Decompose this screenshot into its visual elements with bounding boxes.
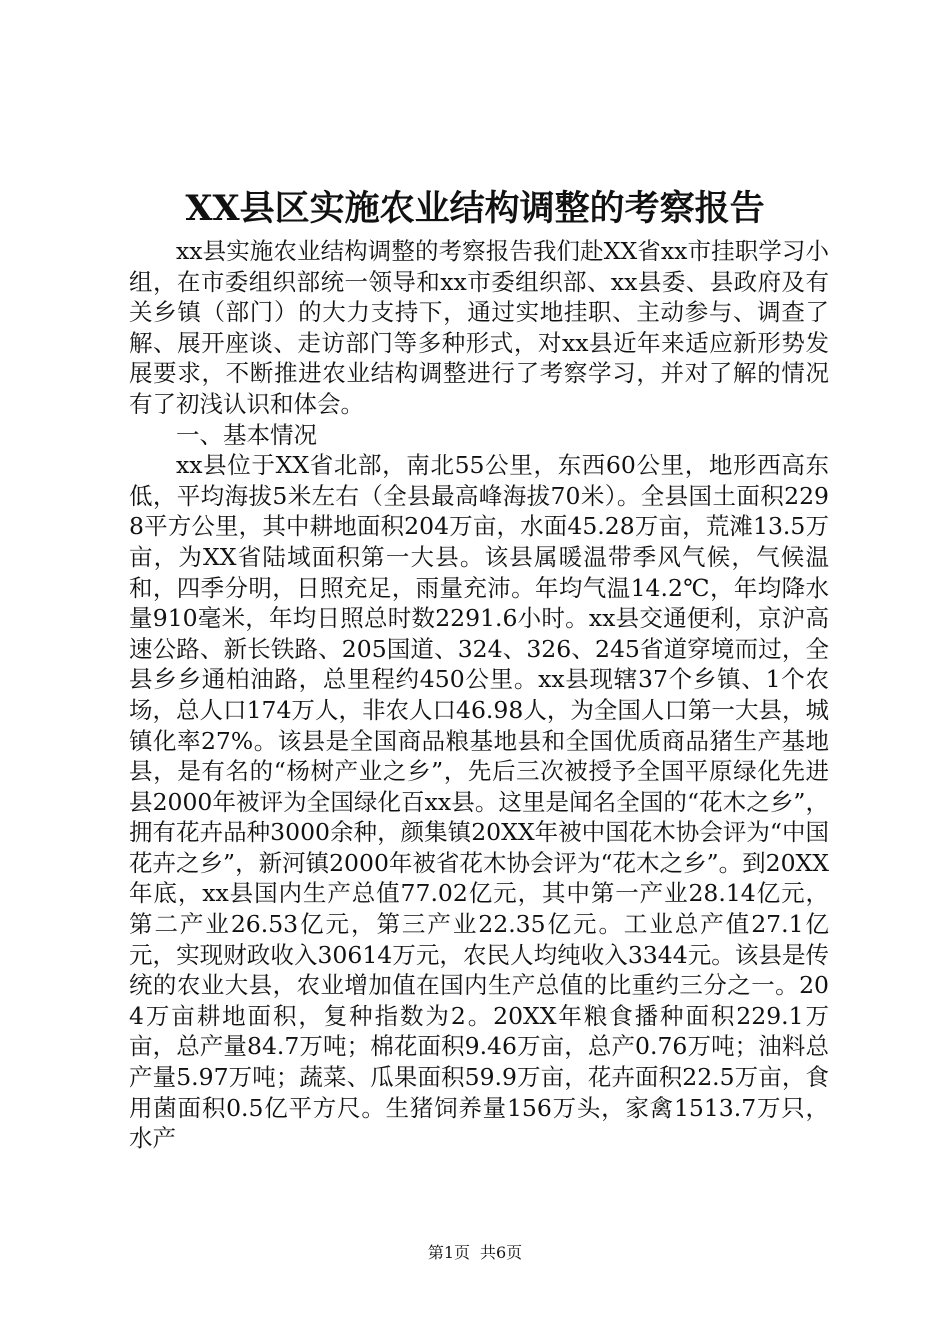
page-number: 第1页	[427, 1243, 470, 1262]
section-heading-basic-situation: 一、基本情况	[176, 420, 317, 449]
page-total: 共6页	[480, 1243, 523, 1262]
paragraph-intro: xx县实施农业结构调整的考察报告我们赴XX省xx市挂职学习小组，在市委组织部统一领导和xx市委组织部、xx县委、县政府及有关乡镇（部门）的大力支持下，通过实地挂职、主动参与、调查了解、展开座谈、走访部门等多种形式，对xx县近年来适应新形势发展要求，不断推进农业结构调整进行了考察学习，并对了解的情况有了初浅认识和体会。	[129, 237, 829, 418]
page-footer	[0, 1243, 950, 1263]
document-title: XX县区实施农业结构调整的考察报告	[185, 188, 765, 229]
document-body	[129, 236, 829, 1154]
paragraph-basic-situation: xx县位于XX省北部，南北55公里，东西60公里，地形西高东低，平均海拔5米左右（全县最高峰海拔70米）。全县国土面积2298平方公里，其中耕地面积204万亩，水面45.28万亩，荒滩13.5万亩，为XX省陆域面积第一大县。该县属暖温带季风气候，气候温和，四季分明，日照充足，雨量充沛。年均气温14.2℃，年均降水量910毫米，年均日照总时数2291.6小时。xx县交通便利，京沪高速公路、新长铁路、205国道、324、326、245省道穿境而过，全县乡乡通柏油路，总里程约450公里。xx县现辖37个乡镇、1个农场，总人口174万人，非农人口46.98人，为全国人口第一大县，城镇化率27%。该县是全国商品粮基地县和全国优质商品猪生产基地县，是有名的“杨树产业之乡”，先后三次被授予全国平原绿化先进县2000年被评为全国绿化百xx县。这里是闻名全国的“花木之乡”，拥有花卉品种3000余种，颜集镇20XX年被中国花木协会评为“中国花卉之乡”，新河镇2000年被省花木协会评为“花木之乡”。到20XX年底，xx县国内生产总值77.02亿元，其中第一产业28.14亿元，第二产业26.53亿元，第三产业22.35亿元。工业总产值27.1亿元，实现财政收入30614万元，农民人均纯收入3344元。该县是传统的农业大县，农业增加值在国内生产总值的比重约三分之一。204万亩耕地面积，复种指数为2。20XX年粮食播种面积229.1万亩，总产量84.7万吨；棉花面积9.46万亩，总产0.76万吨；油料总产量5.97万吨；蔬菜、瓜果面积59.9万亩，花卉面积22.5万亩，食用菌面积0.5亿平方尺。生猪饲养量156万头，家禽1513.7万只，水产	[129, 451, 829, 1153]
